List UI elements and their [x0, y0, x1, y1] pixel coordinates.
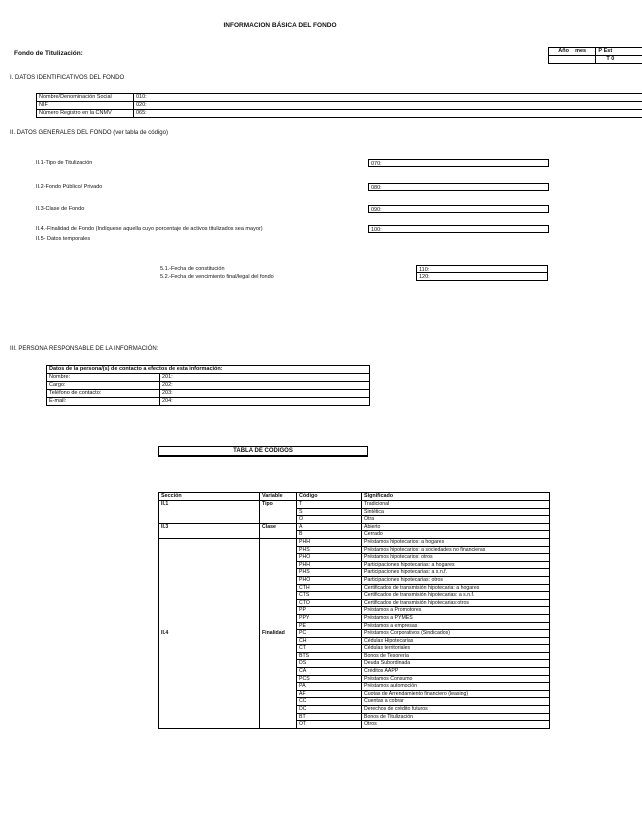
col-significado: Significado [362, 493, 550, 501]
section2-item-label: II.2-Fondo Público/ Privado [36, 184, 103, 190]
period-box [548, 47, 642, 64]
contact-row-field[interactable]: 202: [160, 382, 370, 390]
section1-row-field[interactable]: 010: [134, 94, 642, 102]
period-header: P Est [596, 48, 642, 56]
temporal-labels [160, 265, 274, 281]
code-meaning: Préstamos hipotecarios: a hogares [362, 538, 550, 546]
code-group-variable: Finalidad [260, 538, 297, 728]
temporal-label-1: 5.1.-Fecha de constitución [160, 266, 225, 272]
code-meaning: Préstamos a PYMES [362, 614, 550, 622]
code-meaning: Abierto [362, 523, 550, 531]
code-value: PC [297, 630, 362, 638]
contact-row-field[interactable]: 204: [160, 398, 370, 406]
code-row [159, 523, 550, 531]
code-value: PCS [297, 675, 362, 683]
contact-row [47, 382, 370, 390]
code-value: PHH [297, 561, 362, 569]
code-value: PHO [297, 554, 362, 562]
code-row [159, 538, 550, 546]
code-meaning: Otros [362, 721, 550, 729]
code-value: CTO [297, 599, 362, 607]
section1-row [37, 102, 642, 110]
code-meaning: Préstamos Consumo [362, 675, 550, 683]
code-meaning: Cédulas territoriales [362, 645, 550, 653]
section2-item-label: II.3-Clase de Fondo [36, 206, 85, 212]
code-value: CT [297, 645, 362, 653]
codes-table-title: TABLA DE CODIGOS [158, 446, 368, 457]
code-meaning: Sintética [362, 508, 550, 516]
contact-row-label: Teléfono de contacto: [47, 390, 160, 398]
section2-item-field[interactable]: 070: [368, 159, 549, 167]
temporal-heading: II.5- Datos temporales [36, 236, 91, 242]
section2-item-label: II.1-Tipo de Titulización [36, 160, 93, 166]
code-meaning: Participaciones hipotecarias: a s.n.f. [362, 569, 550, 577]
code-meaning: Cédulas Hipotecarias [362, 637, 550, 645]
code-value: PHS [297, 546, 362, 554]
section1-row [37, 94, 642, 102]
section3-heading: III. PERSONA RESPONSABLE DE LA INFORMACIÓN: [10, 346, 159, 352]
code-meaning: Certificados de transmisión hipotecaria: a hogares [362, 584, 550, 592]
temporal-label-2: 5.2.-Fecha de vencimiento final/legal del fondo [160, 274, 274, 280]
section1-row-label: Nombre/Denominación Social [37, 94, 134, 102]
contact-row-field[interactable]: 201: [160, 374, 370, 382]
contact-row-label: Cargo: [47, 382, 160, 390]
code-value: PA [297, 683, 362, 691]
fecha-vencimiento-field[interactable]: 120: [416, 273, 548, 281]
contact-table [46, 365, 370, 406]
code-meaning: Otra [362, 516, 550, 524]
code-value: PE [297, 622, 362, 630]
code-meaning: Préstamos hipotecarios: otros [362, 554, 550, 562]
code-group-seccion: II.3 [159, 523, 260, 538]
code-value: PHH [297, 538, 362, 546]
col-variable: Variable [260, 493, 297, 501]
code-group-variable: Tipo [260, 501, 297, 524]
contact-row-label: E-mail: [47, 398, 160, 406]
contact-row [47, 390, 370, 398]
section1-table [36, 93, 642, 118]
code-meaning: Certificados de transmisión hipotecarias:otros [362, 599, 550, 607]
code-value: PHS [297, 569, 362, 577]
contact-row-field[interactable]: 203: [160, 390, 370, 398]
code-value: CTS [297, 592, 362, 600]
code-value: T [297, 501, 362, 509]
code-meaning: Préstamos automoción [362, 683, 550, 691]
code-value: CTH [297, 584, 362, 592]
section1-row-field[interactable]: 020: [134, 102, 642, 110]
code-meaning: Créditos AAPP [362, 668, 550, 676]
year-header: Año mes [549, 48, 596, 56]
code-value: PHO [297, 576, 362, 584]
section1-row-label: NIF [37, 102, 134, 110]
contact-row [47, 374, 370, 382]
contact-row [47, 398, 370, 406]
section2-heading: II. DATOS GENERALES DEL FONDO (ver tabla de código) [10, 130, 168, 136]
code-value: O [297, 516, 362, 524]
code-value: CC [297, 698, 362, 706]
code-row [159, 501, 550, 509]
code-value: BTS [297, 652, 362, 660]
col-codigo: Código [297, 493, 362, 501]
temporal-fields [416, 265, 548, 281]
fondo-label: Fondo de Titulización: [14, 50, 83, 57]
code-meaning: Participaciones hipotecarias: otros [362, 576, 550, 584]
code-value: BT [297, 713, 362, 721]
code-meaning: Bonos de Tesorería [362, 652, 550, 660]
section2-item-field[interactable]: 090: [368, 205, 549, 213]
code-meaning: Derechos de crédito futuros [362, 706, 550, 714]
code-meaning: Préstamos a Promotores [362, 607, 550, 615]
code-meaning: Bonos de Titulización [362, 713, 550, 721]
code-value: PPY [297, 614, 362, 622]
code-meaning: Préstamos Corporativos (Sindicados) [362, 630, 550, 638]
code-value: B [297, 531, 362, 539]
code-group-seccion: II.4 [159, 538, 260, 728]
code-value: AF [297, 690, 362, 698]
section2-item-field[interactable]: 100: [368, 225, 549, 233]
section1-row-label: Número Registro en la CNMV [37, 110, 134, 118]
period-value: T 0 [596, 56, 642, 64]
col-seccion: Sección [159, 493, 260, 501]
section2-item-label: II.4.-Finalidad de Fondo (Indíquese aquella cuyo porcentaje de activos titulizados sea mayor) [36, 226, 263, 232]
code-meaning: Cerrado [362, 531, 550, 539]
year-value[interactable] [549, 56, 596, 64]
code-group-variable: Clase [260, 523, 297, 538]
code-meaning: Tradicional [362, 501, 550, 509]
code-meaning: Préstamos hipotecarios: a sociedades no financieras [362, 546, 550, 554]
page-title: INFORMACION BÁSICA DEL FONDO [223, 22, 337, 29]
code-meaning: Cuentas a cobrar [362, 698, 550, 706]
code-value: A [297, 523, 362, 531]
code-meaning: Participaciones hipotecarias: a hogares [362, 561, 550, 569]
code-value: CH [297, 637, 362, 645]
code-meaning: Certificados de transmisión hipotecarias: a s.n.f. [362, 592, 550, 600]
section2-item-field[interactable]: 080: [368, 183, 549, 191]
code-value: PP [297, 607, 362, 615]
code-value: DC [297, 706, 362, 714]
code-value: S [297, 508, 362, 516]
code-meaning: Deuda Subordinada [362, 660, 550, 668]
section1-row-field[interactable]: 065: [134, 110, 642, 118]
code-meaning: Cuotas de Arrendamiento financiero (leasing) [362, 690, 550, 698]
code-group-seccion: II.1 [159, 501, 260, 524]
code-value: CA [297, 668, 362, 676]
fecha-constitucion-field[interactable]: 110: [416, 265, 548, 273]
contact-table-header: Datos de la persona/(s) de contacto a efectos de esta información: [47, 366, 370, 374]
code-value: OT [297, 721, 362, 729]
code-value: DS [297, 660, 362, 668]
section1-heading: I. DATOS IDENTIFICATIVOS DEL FONDO [10, 75, 125, 81]
code-meaning: Préstamos a empresas [362, 622, 550, 630]
codes-table [158, 492, 550, 729]
contact-row-label: Nombre: [47, 374, 160, 382]
section1-row [37, 110, 642, 118]
